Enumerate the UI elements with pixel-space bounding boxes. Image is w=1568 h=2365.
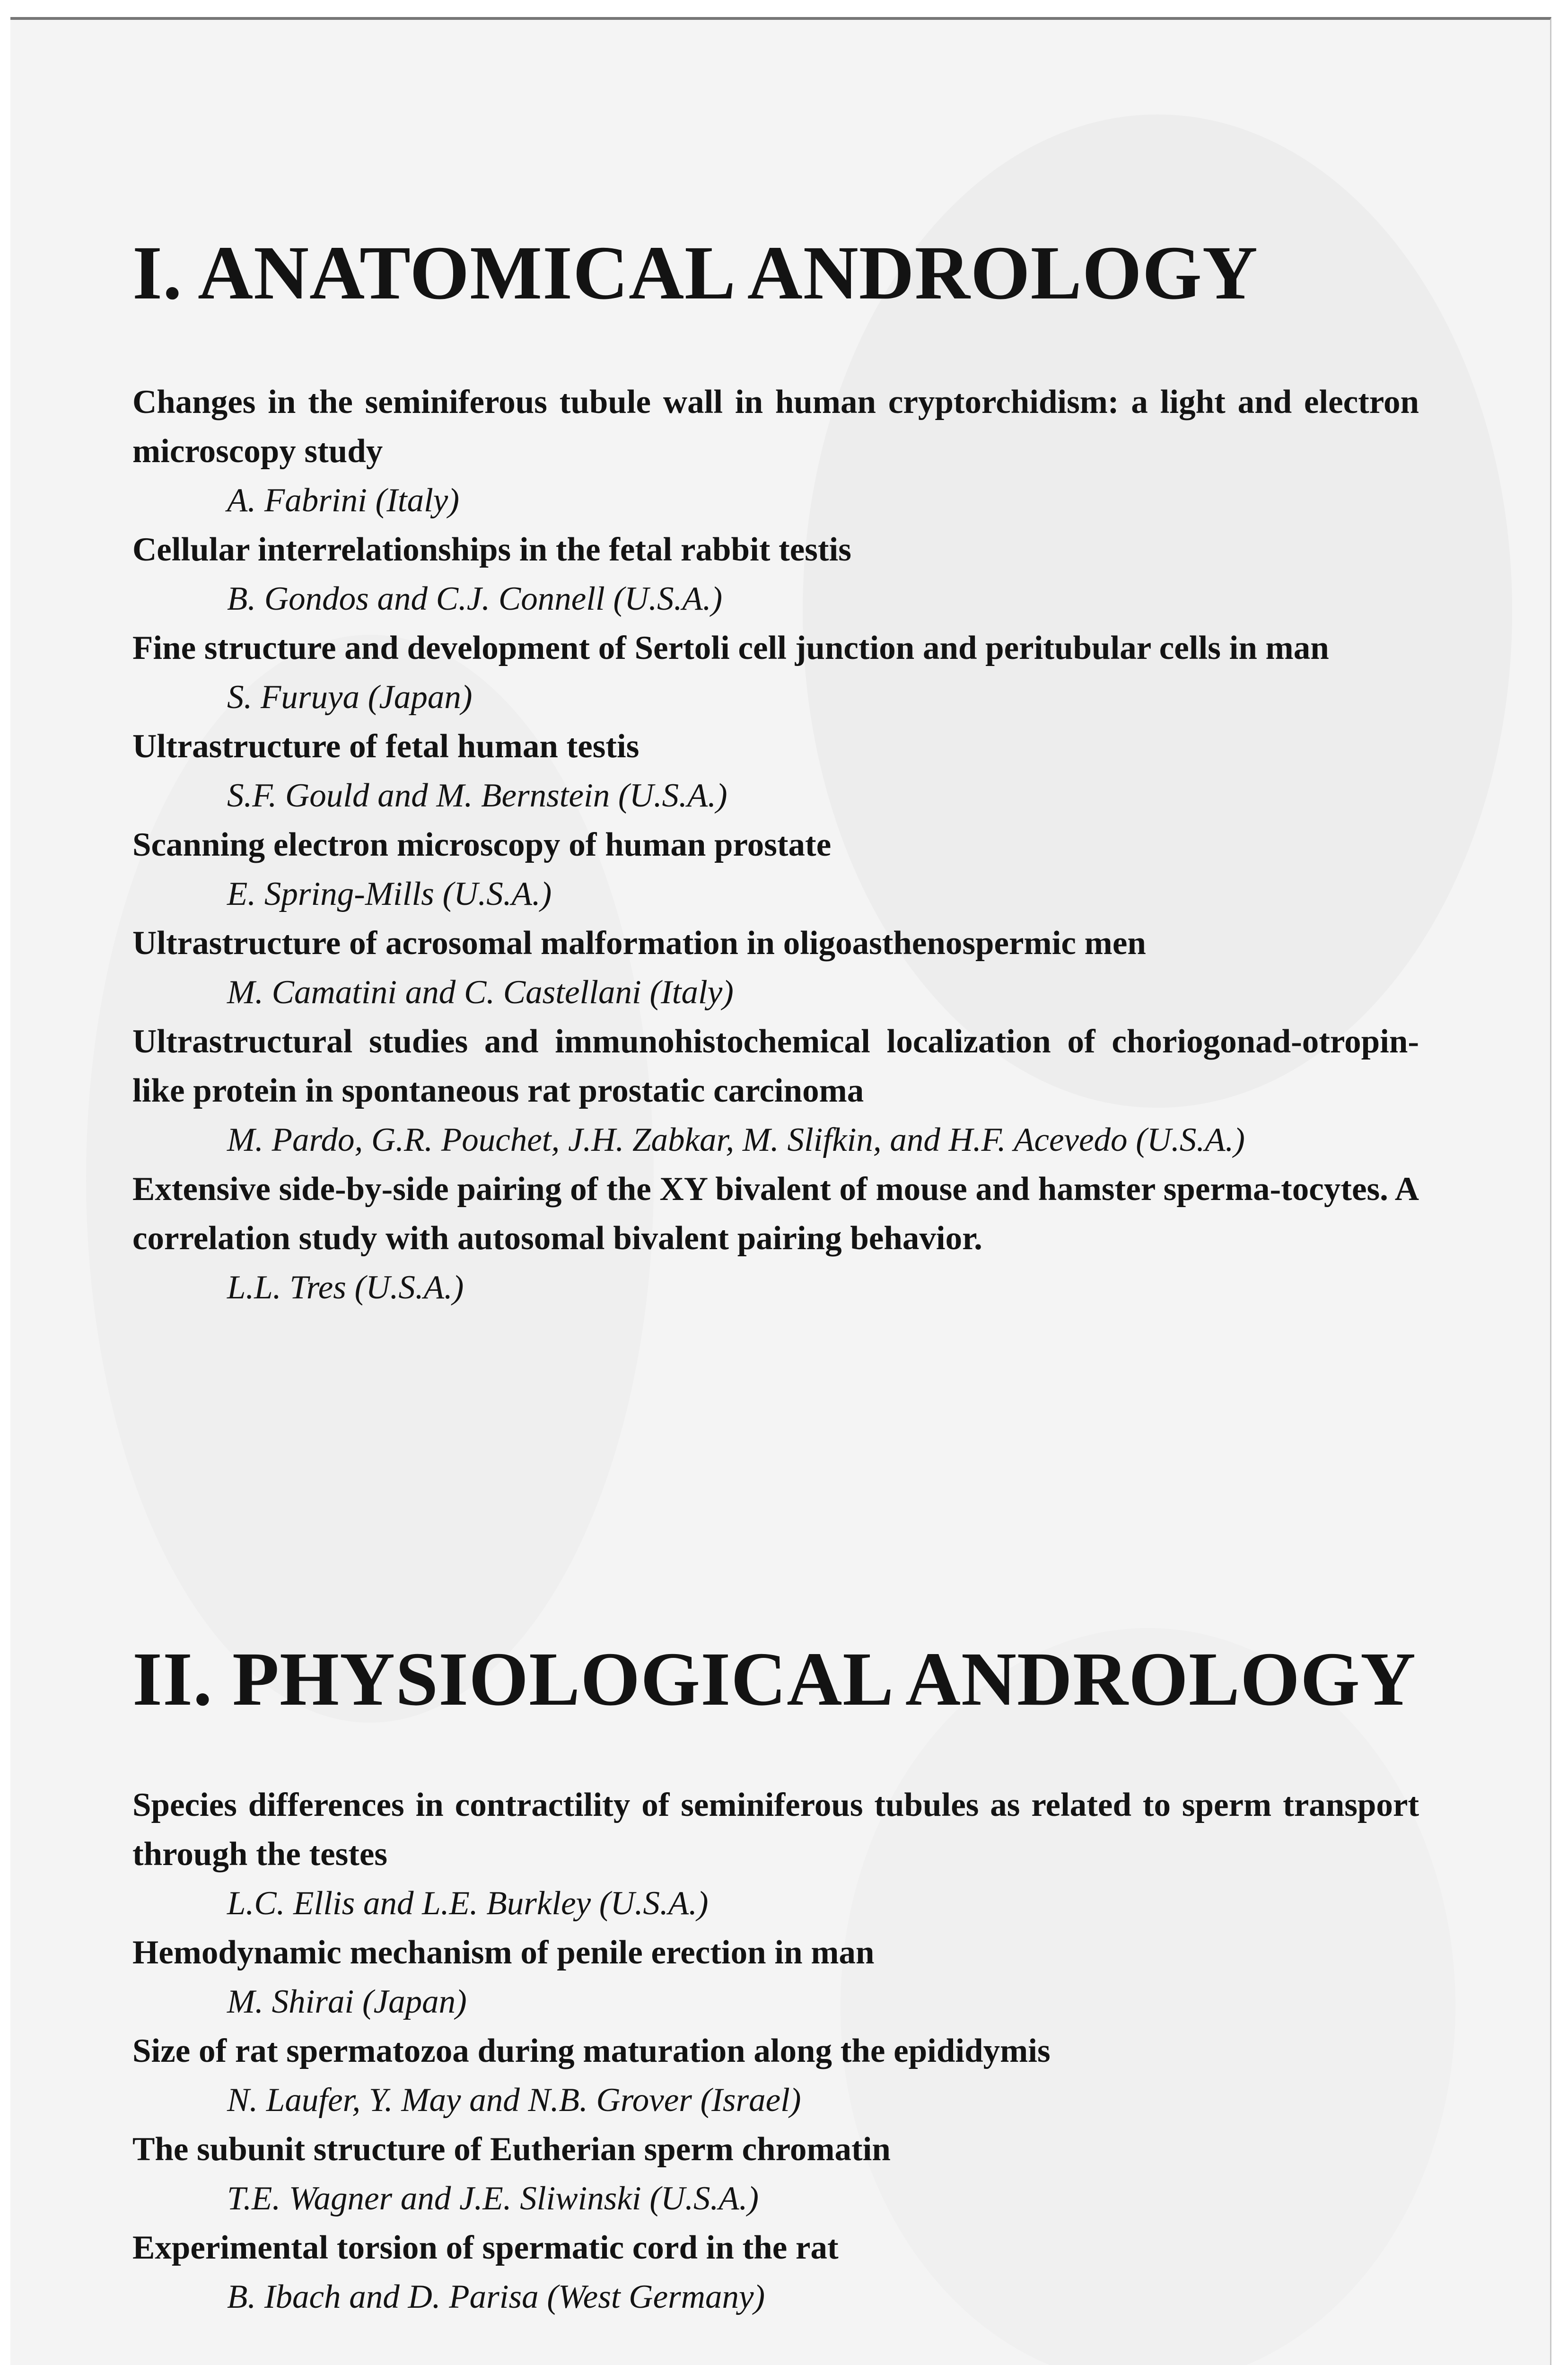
paper-entry <box>132 1165 1419 1312</box>
paper-title: Ultrastructure of acrosomal malformation in oligoasthenospermic men <box>132 925 1146 962</box>
paper-entry <box>132 1017 1419 1165</box>
paper-entry <box>132 623 1419 722</box>
paper-authors: S. Furuya (Japan) <box>227 679 473 716</box>
paper-authors: M. Shirai (Japan) <box>227 1983 467 2020</box>
paper-entry <box>132 820 1419 919</box>
page-sheet <box>10 17 1551 2365</box>
section-title-physiological: II. PHYSIOLOGICAL ANDROLOGY <box>132 1637 1417 1722</box>
paper-authors: A. Fabrini (Italy) <box>227 482 459 519</box>
paper-title: Cellular interrelationships in the fetal rabbit testis <box>132 531 851 568</box>
paper-entry <box>132 1780 1419 1928</box>
paper-title: The subunit structure of Eutherian sperm chromatin <box>132 2131 891 2168</box>
paper-entry <box>132 919 1419 1017</box>
paper-authors: B. Gondos and C.J. Connell (U.S.A.) <box>227 580 723 617</box>
section-title-anatomical: I. ANATOMICAL ANDROLOGY <box>132 231 1258 315</box>
paper-entry <box>132 2026 1419 2125</box>
paper-entry <box>132 377 1419 525</box>
section-entries-anatomical <box>132 377 1419 1312</box>
paper-authors: M. Pardo, G.R. Pouchet, J.H. Zabkar, M. Slifkin, and H.F. Acevedo (U.S.A.) <box>227 1121 1245 1158</box>
paper-entry <box>132 525 1419 623</box>
section-entries-physiological <box>132 1780 1419 2321</box>
paper-authors: B. Ibach and D. Parisa (West Germany) <box>227 2278 765 2315</box>
paper-title: Fine structure and development of Sertoli cell junction and peritubular cells in man <box>132 630 1329 666</box>
paper-entry <box>132 2125 1419 2223</box>
paper-title: Changes in the seminiferous tubule wall in human cryptorchidism: a light and electron microscopy study <box>132 384 1419 470</box>
paper-authors: S.F. Gould and M. Bernstein (U.S.A.) <box>227 777 727 814</box>
paper-title: Extensive side-by-side pairing of the XY bivalent of mouse and hamster sperma-tocytes. A correlation study with autosomal bivalent pairing behavior. <box>132 1171 1419 1257</box>
paper-authors: M. Camatini and C. Castellani (Italy) <box>227 974 734 1011</box>
paper-authors: L.C. Ellis and L.E. Burkley (U.S.A.) <box>227 1885 709 1922</box>
paper-authors: N. Laufer, Y. May and N.B. Grover (Israel) <box>227 2082 801 2119</box>
paper-title: Scanning electron microscopy of human prostate <box>132 826 832 863</box>
paper-entry <box>132 722 1419 820</box>
paper-authors: E. Spring-Mills (U.S.A.) <box>227 876 552 912</box>
paper-entry <box>132 2223 1419 2321</box>
paper-title: Ultrastructure of fetal human testis <box>132 728 639 765</box>
paper-authors: L.L. Tres (U.S.A.) <box>227 1269 464 1306</box>
paper-entry <box>132 1928 1419 2026</box>
paper-authors: T.E. Wagner and J.E. Sliwinski (U.S.A.) <box>227 2180 759 2217</box>
paper-title: Experimental torsion of spermatic cord in the rat <box>132 2229 839 2266</box>
paper-title: Species differences in contractility of seminiferous tubules as related to sperm transport through the testes <box>132 1787 1419 1873</box>
paper-title: Size of rat spermatozoa during maturation along the epididymis <box>132 2032 1051 2069</box>
paper-title: Ultrastructural studies and immunohistochemical localization of choriogonad-otropin-like protein in spontaneous rat prostatic carcinoma <box>132 1023 1419 1109</box>
paper-title: Hemodynamic mechanism of penile erection in man <box>132 1934 875 1971</box>
